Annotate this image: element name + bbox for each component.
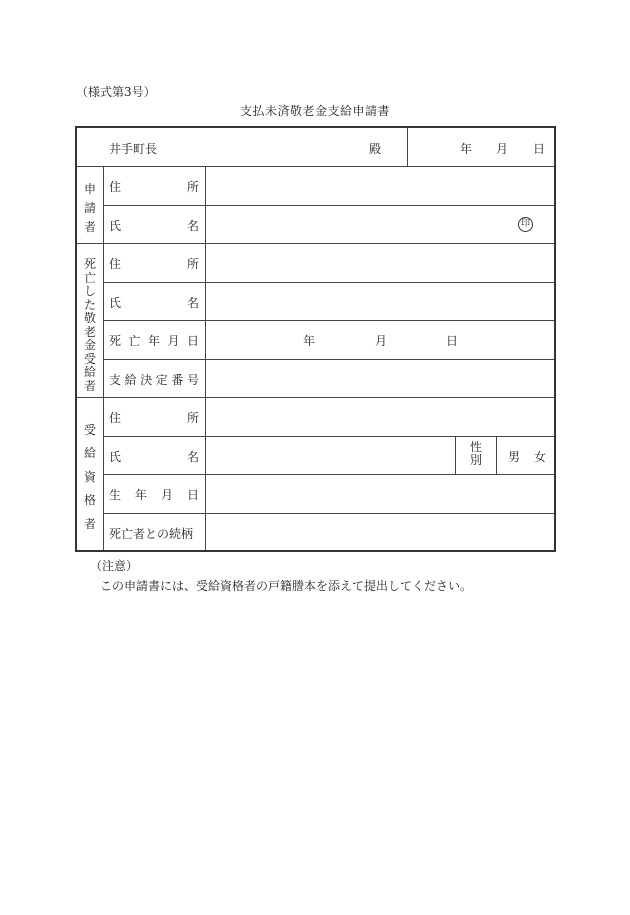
death-month-label: 月 [375,334,388,348]
sex-option-female: 女 [534,450,547,464]
row-divider [103,474,554,475]
deceased-address-label: 住 所 [109,257,199,271]
applicant-name-label: 氏 名 [109,219,199,233]
note-title: （注意） [90,559,139,573]
addressee: 井手町長 [109,142,158,156]
deceased-section-label: 死 亡 し た 敬 老 金 受 給 者 [83,257,96,393]
recipient-section-label: 受 給 資 格 者 [83,423,96,531]
note-text: この申請書には、受給資格者の戸籍謄本を添えて提出してください。 [100,579,473,593]
deceased-name-label: 氏 名 [109,296,199,310]
recipient-address-label: 住 所 [109,411,199,425]
death-date-label: 死 亡 年 月 日 [109,334,199,348]
applicant-section-label: 申 請 者 [83,182,96,235]
date-day-label: 日 [533,142,546,156]
death-year-label: 年 [303,334,316,348]
applicant-address-label: 住 所 [109,180,199,194]
row-divider [77,397,554,398]
row-divider [103,436,554,437]
row-divider [103,513,554,514]
column-divider [205,166,206,550]
column-divider [407,128,408,166]
relation-label: 死亡者との続柄 [109,527,194,541]
column-divider [103,166,104,550]
decision-number-label: 支 給 決 定 番 号 [109,373,199,387]
form-number: （様式第3号） [76,85,156,99]
row-divider [103,205,554,206]
row-divider [77,166,554,167]
birth-date-label: 生 年 月 日 [109,488,199,502]
column-divider [455,436,456,474]
seal-mark: 印 [518,217,533,232]
sex-option-male: 男 [508,450,521,464]
column-divider [496,436,497,474]
application-form-table [75,126,556,552]
row-divider [103,320,554,321]
date-month-label: 月 [496,142,509,156]
date-year-label: 年 [460,142,473,156]
row-divider [77,243,554,244]
sex-label: 性 別 [469,440,482,468]
row-divider [103,359,554,360]
form-title: 支払未済敬老金支給申請書 [239,104,390,118]
honorific: 殿 [369,142,382,156]
recipient-name-label: 氏 名 [109,450,199,464]
death-day-label: 日 [446,334,459,348]
row-divider [103,282,554,283]
